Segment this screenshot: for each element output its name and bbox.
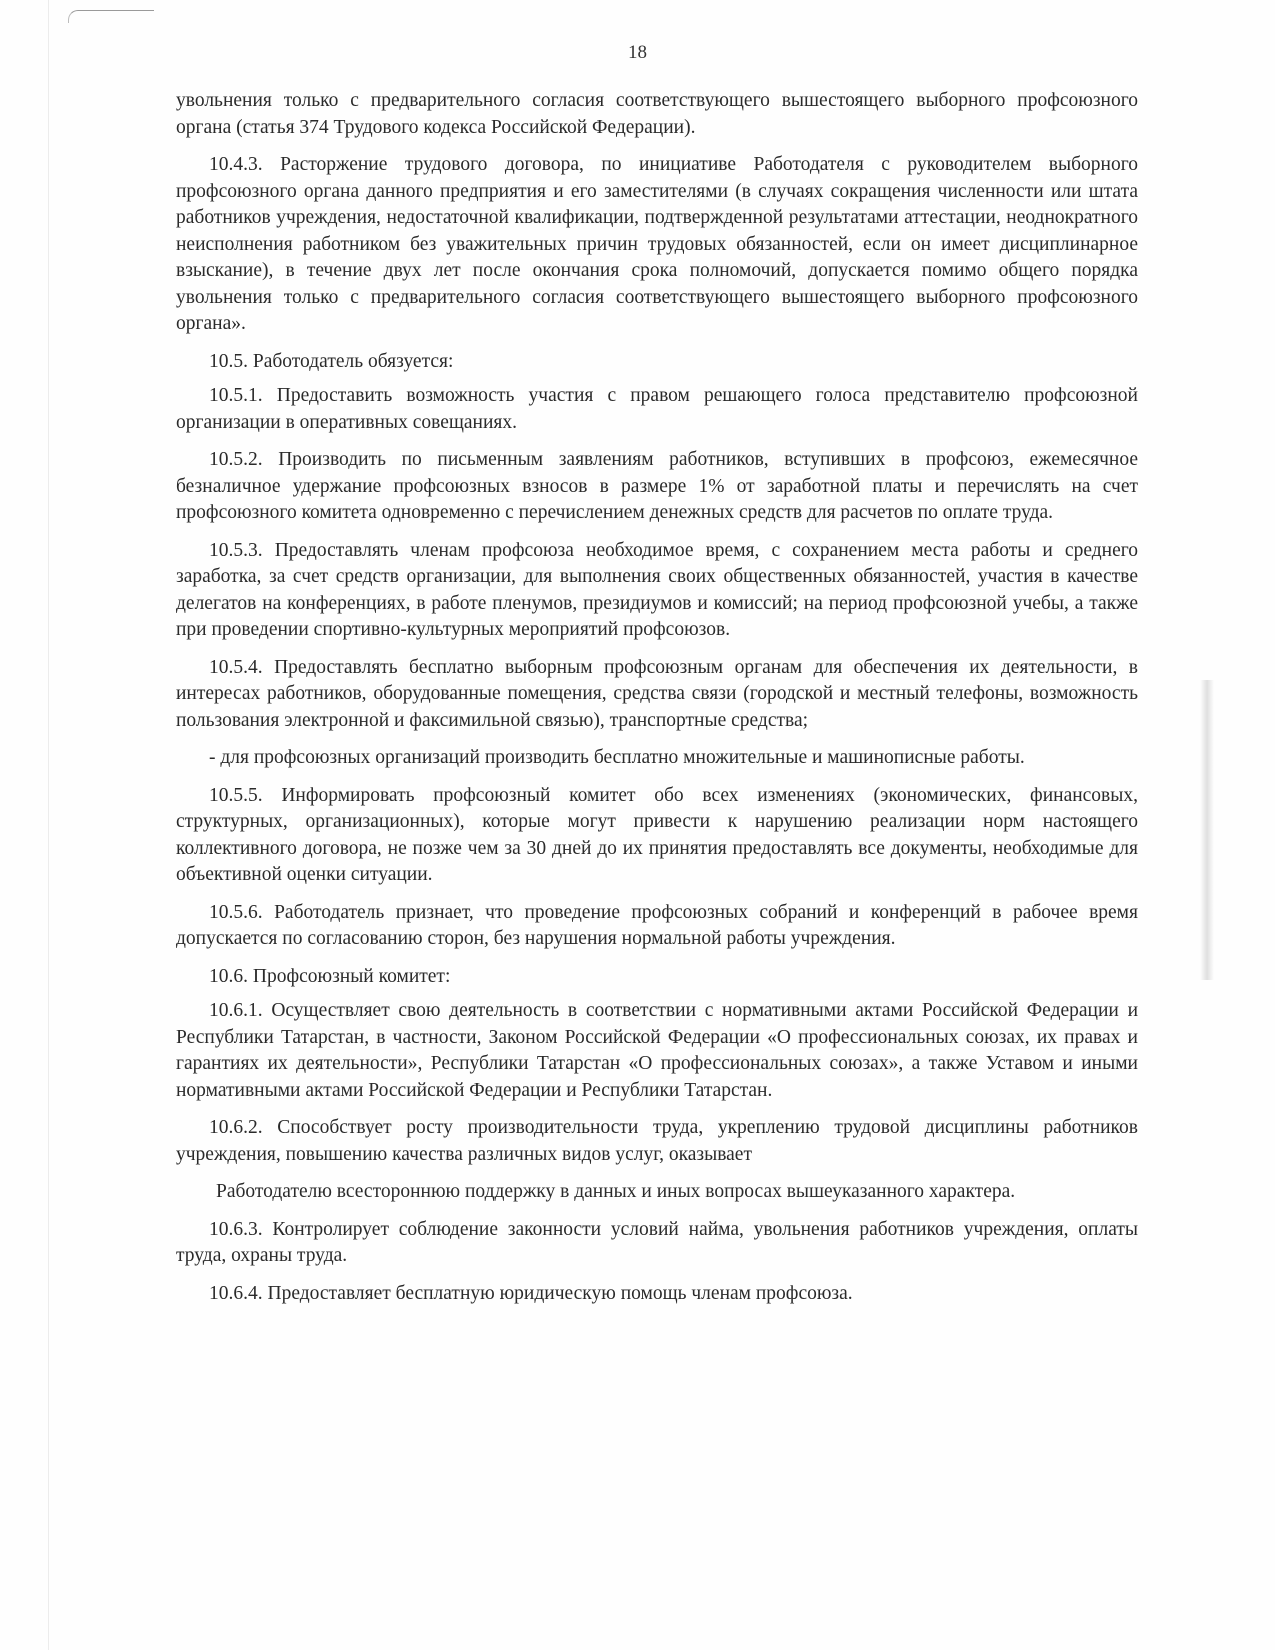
paragraph-10-6-2: 10.6.2. Способствует росту производительности труда, укреплению трудовой дисциплины работников учреждения, повышению качества различных видов услуг, оказывает <box>176 1117 1138 1165</box>
paragraph-10-6-2-continuation: Работодателю всестороннюю поддержку в данных и иных вопросах вышеуказанного характера. <box>216 1181 1016 1202</box>
paragraph-10-4-3: 10.4.3. Расторжение трудового договора, по инициативе Работодателя с руководителем выборного профсоюзного органа данного предприятия и его заместителями (в случаях сокращения численности или штата работников учреждения, недостаточной квалификации, подтвержденной результатами аттестации, неоднократного неисполнения работником без уважительных причин трудовых обязанностей, если он имеет дисциплинарное взыскание), в течение двух лет после окончания срока полномочий, допускается помимо общего порядка увольнения только с предварительного согласия соответствующего вышестоящего выборного профсоюзного органа». <box>176 154 1138 334</box>
scan-left-edge <box>48 0 49 1650</box>
paragraph-10-5-4-list-item: - для профсоюзных организаций производить бесплатно множительные и машинописные работы. <box>209 747 1025 768</box>
scan-corner-mark <box>68 10 154 23</box>
paragraph-10-5-2: 10.5.2. Производить по письменным заявлениям работников, вступивших в профсоюз, ежемесячное безналичное удержание профсоюзных взносов в размере 1% от заработной платы и перечислять на счет профсоюзного комитета одновременно с перечислением денежных средств для расчетов по оплате труда. <box>176 449 1138 523</box>
paragraph-10-5-4: 10.5.4. Предоставлять бесплатно выборным профсоюзным органам для обеспечения их деятельности, в интересах работников, оборудованные помещения, средства связи (городской и местный телефоны, возможность пользования электронной и факсимильной связью), транспортные средства; <box>176 656 1138 731</box>
document-body <box>176 88 1138 1318</box>
paragraph-10-5-6: 10.5.6. Работодатель признает, что проведение профсоюзных собраний и конференций в рабочее время допускается по согласованию сторон, без нарушения нормальной работы учреждения. <box>176 901 1138 949</box>
paragraph-10-5-3: 10.5.3. Предоставлять членам профсоюза необходимое время, с сохранением места работы и среднего заработка, за счет средств организации, для выполнения своих общественных обязанностей, участия в качестве делегатов на конференциях, в работе пленумов, президиумов и комиссий; на период профсоюзной учебы, а также при проведении спортивно-культурных мероприятий профсоюзов. <box>176 539 1138 640</box>
paragraph-10-5: 10.5. Работодатель обязуется: <box>209 350 454 372</box>
page-number: 18 <box>628 42 647 63</box>
paragraph-10-6-3: 10.6.3. Контролирует соблюдение законности условий найма, увольнения работников учреждения, оплаты труда, охраны труда. <box>176 1218 1138 1266</box>
paragraph-10-6-1: 10.6.1. Осуществляет свою деятельность в соответствии с нормативными актами Российской Федерации и Республики Татарстан, в частности, Законом Российской Федерации «О профессиональных союзах, их правах и гарантиях их деятельности», Республики Татарстан «О профессиональных союзах», а также Уставом и иными нормативными актами Российской Федерации и Республики Татарстан. <box>176 1000 1138 1101</box>
scan-shadow <box>1200 680 1214 980</box>
paragraph-10-5-1: 10.5.1. Предоставить возможность участия с правом решающего голоса представителю профсоюзной организации в оперативных совещаниях. <box>176 385 1138 433</box>
paragraph-continuation: увольнения только с предварительного согласия соответствующего вышестоящего выборного профсоюзного органа (статья 374 Трудового кодекса Российской Федерации). <box>176 90 1138 138</box>
paragraph-10-6-4: 10.6.4. Предоставляет бесплатную юридическую помощь членам профсоюза. <box>209 1282 853 1304</box>
paragraph-10-5-5: 10.5.5. Информировать профсоюзный комитет обо всех изменениях (экономических, финансовых, структурных, организационных), которые могут привести к нарушению реализации норм настоящего коллективного договора, не позже чем за 30 дней до их принятия предоставлять все документы, необходимые для объективной оценки ситуации. <box>176 784 1138 885</box>
paragraph-10-6: 10.6. Профсоюзный комитет: <box>209 965 451 987</box>
